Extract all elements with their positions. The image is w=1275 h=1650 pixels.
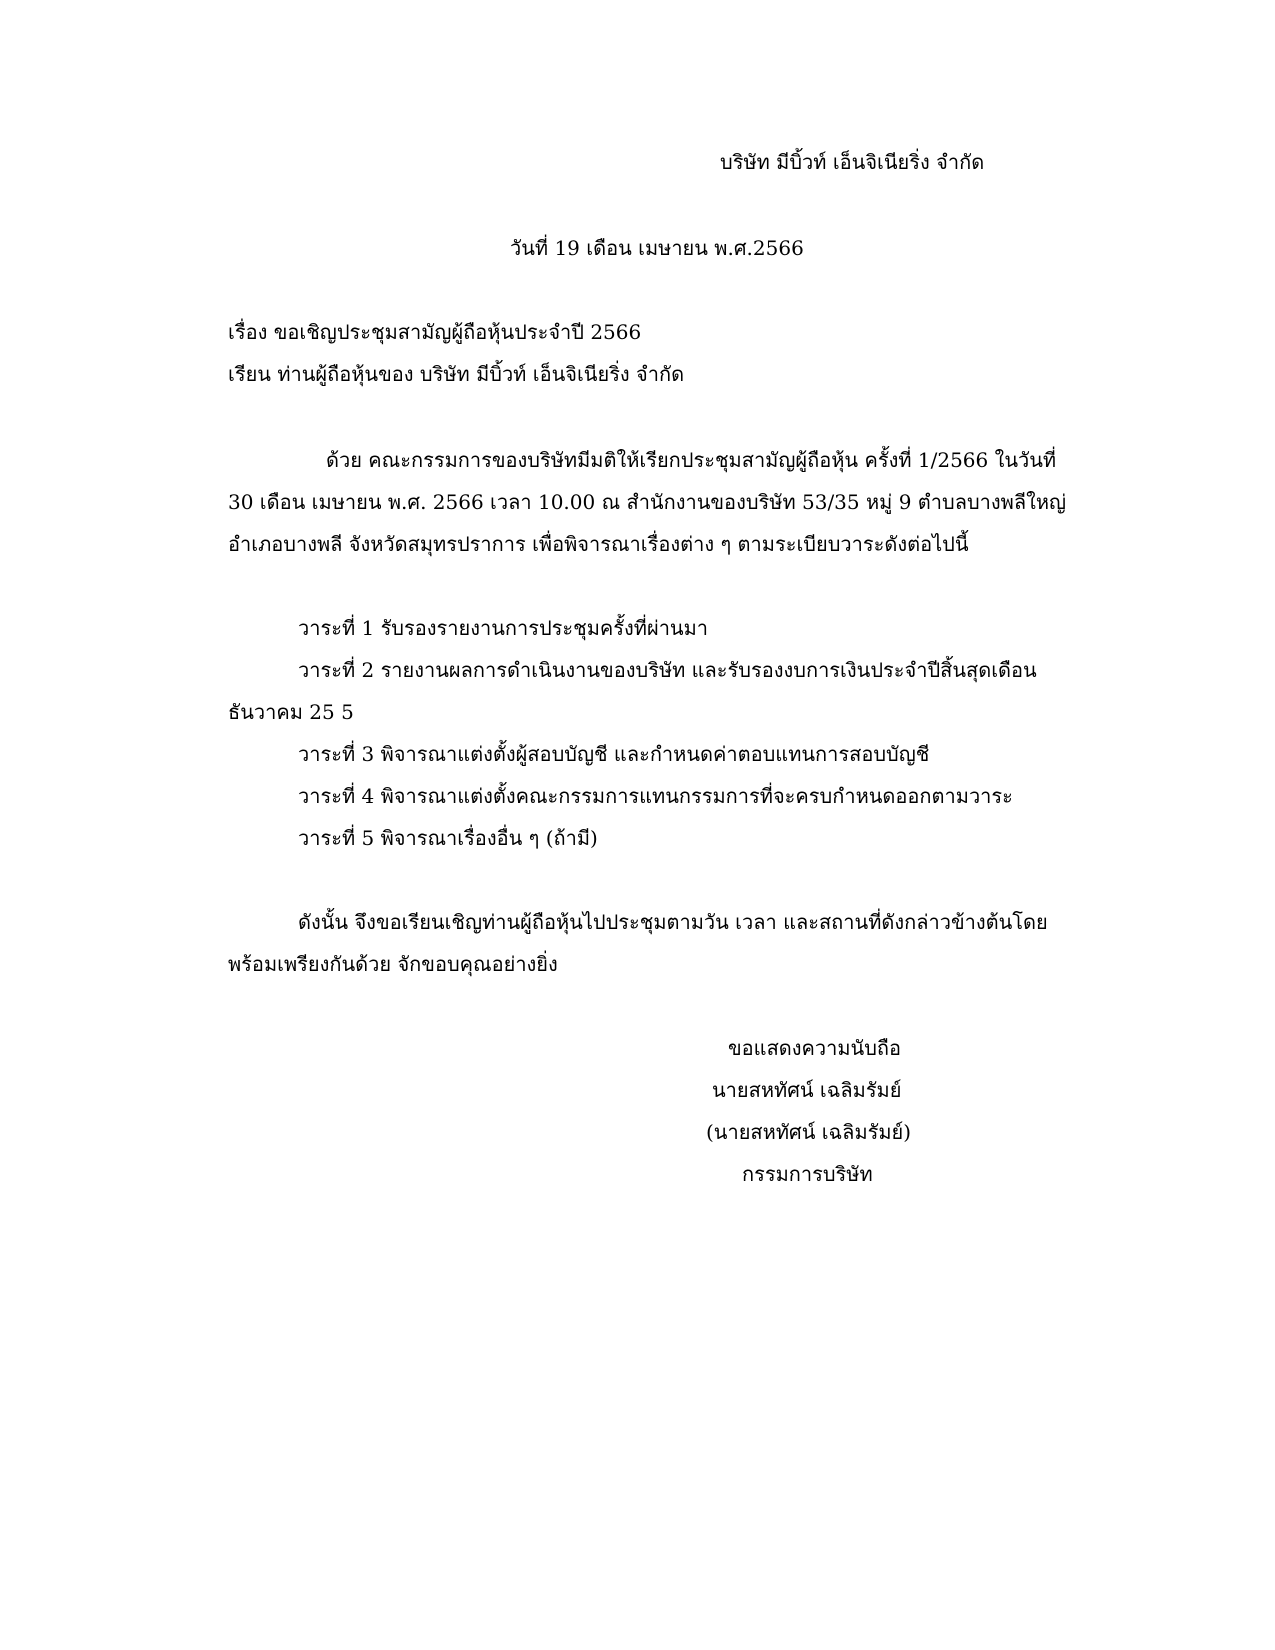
agenda-item-4: วาระที่ 4 พิจารณาแต่งตั้งคณะกรรมการแทนกรรมการที่จะครบกำหนดออกตามวาระ: [298, 784, 1013, 808]
agenda-item-3: วาระที่ 3 พิจารณาแต่งตั้งผู้สอบบัญชี และกำหนดค่าตอบแทนการสอบบัญชี: [298, 742, 930, 766]
letter-date: วันที่ 19 เดือน เมษายน พ.ศ.2566: [510, 236, 804, 260]
signature-name-parenthesized: (นายสหทัศน์ เฉลิมรัมย์): [706, 1120, 912, 1144]
agenda-item-5: วาระที่ 5 พิจารณาเรื่องอื่น ๆ (ถ้ามี): [298, 826, 598, 850]
agenda-item-2-continuation: ธันวาคม 25 5: [228, 700, 354, 724]
closing-paragraph-line-2: พร้อมเพรียงกันด้วย จักขอบคุณอย่างยิ่ง: [228, 952, 558, 976]
letter-recipient: เรียน ท่านผู้ถือหุ้นของ บริษัท มีบิ้วท์ เอ็นจิเนียริ่ง จำกัด: [228, 362, 685, 386]
signature-title: กรรมการบริษัท: [742, 1162, 873, 1186]
intro-paragraph-line-3: อำเภอบางพลี จังหวัดสมุทรปราการ เพื่อพิจารณาเรื่องต่าง ๆ ตามระเบียบวาระดังต่อไปนี้: [228, 532, 969, 556]
agenda-item-1: วาระที่ 1 รับรองรายงานการประชุมครั้งที่ผ่านมา: [298, 616, 709, 640]
letter-subject: เรื่อง ขอเชิญประชุมสามัญผู้ถือหุ้นประจำปี 2566: [228, 320, 642, 344]
signature-regards: ขอแสดงความนับถือ: [728, 1036, 902, 1060]
intro-paragraph-line-2: 30 เดือน เมษายน พ.ศ. 2566 เวลา 10.00 ณ สำนักงานของบริษัท 53/35 หมู่ 9 ตำบลบางพลีใหญ่: [228, 490, 1067, 514]
signature-name: นายสหทัศน์ เฉลิมรัมย์: [712, 1078, 902, 1102]
agenda-item-2: วาระที่ 2 รายงานผลการดำเนินงานของบริษัท และรับรองงบการเงินประจำปีสิ้นสุดเดือน: [298, 658, 1037, 682]
intro-paragraph-line-1: ด้วย คณะกรรมการของบริษัทมีมติให้เรียกประชุมสามัญผู้ถือหุ้น ครั้งที่ 1/2566 ในวันที่: [326, 448, 1057, 472]
company-name: บริษัท มีบิ้วท์ เอ็นจิเนียริ่ง จำกัด: [720, 150, 985, 174]
closing-paragraph-line-1: ดังนั้น จึงขอเรียนเชิญท่านผู้ถือหุ้นไปประชุมตามวัน เวลา และสถานที่ดังกล่าวข้างต้นโดย: [298, 910, 1048, 934]
